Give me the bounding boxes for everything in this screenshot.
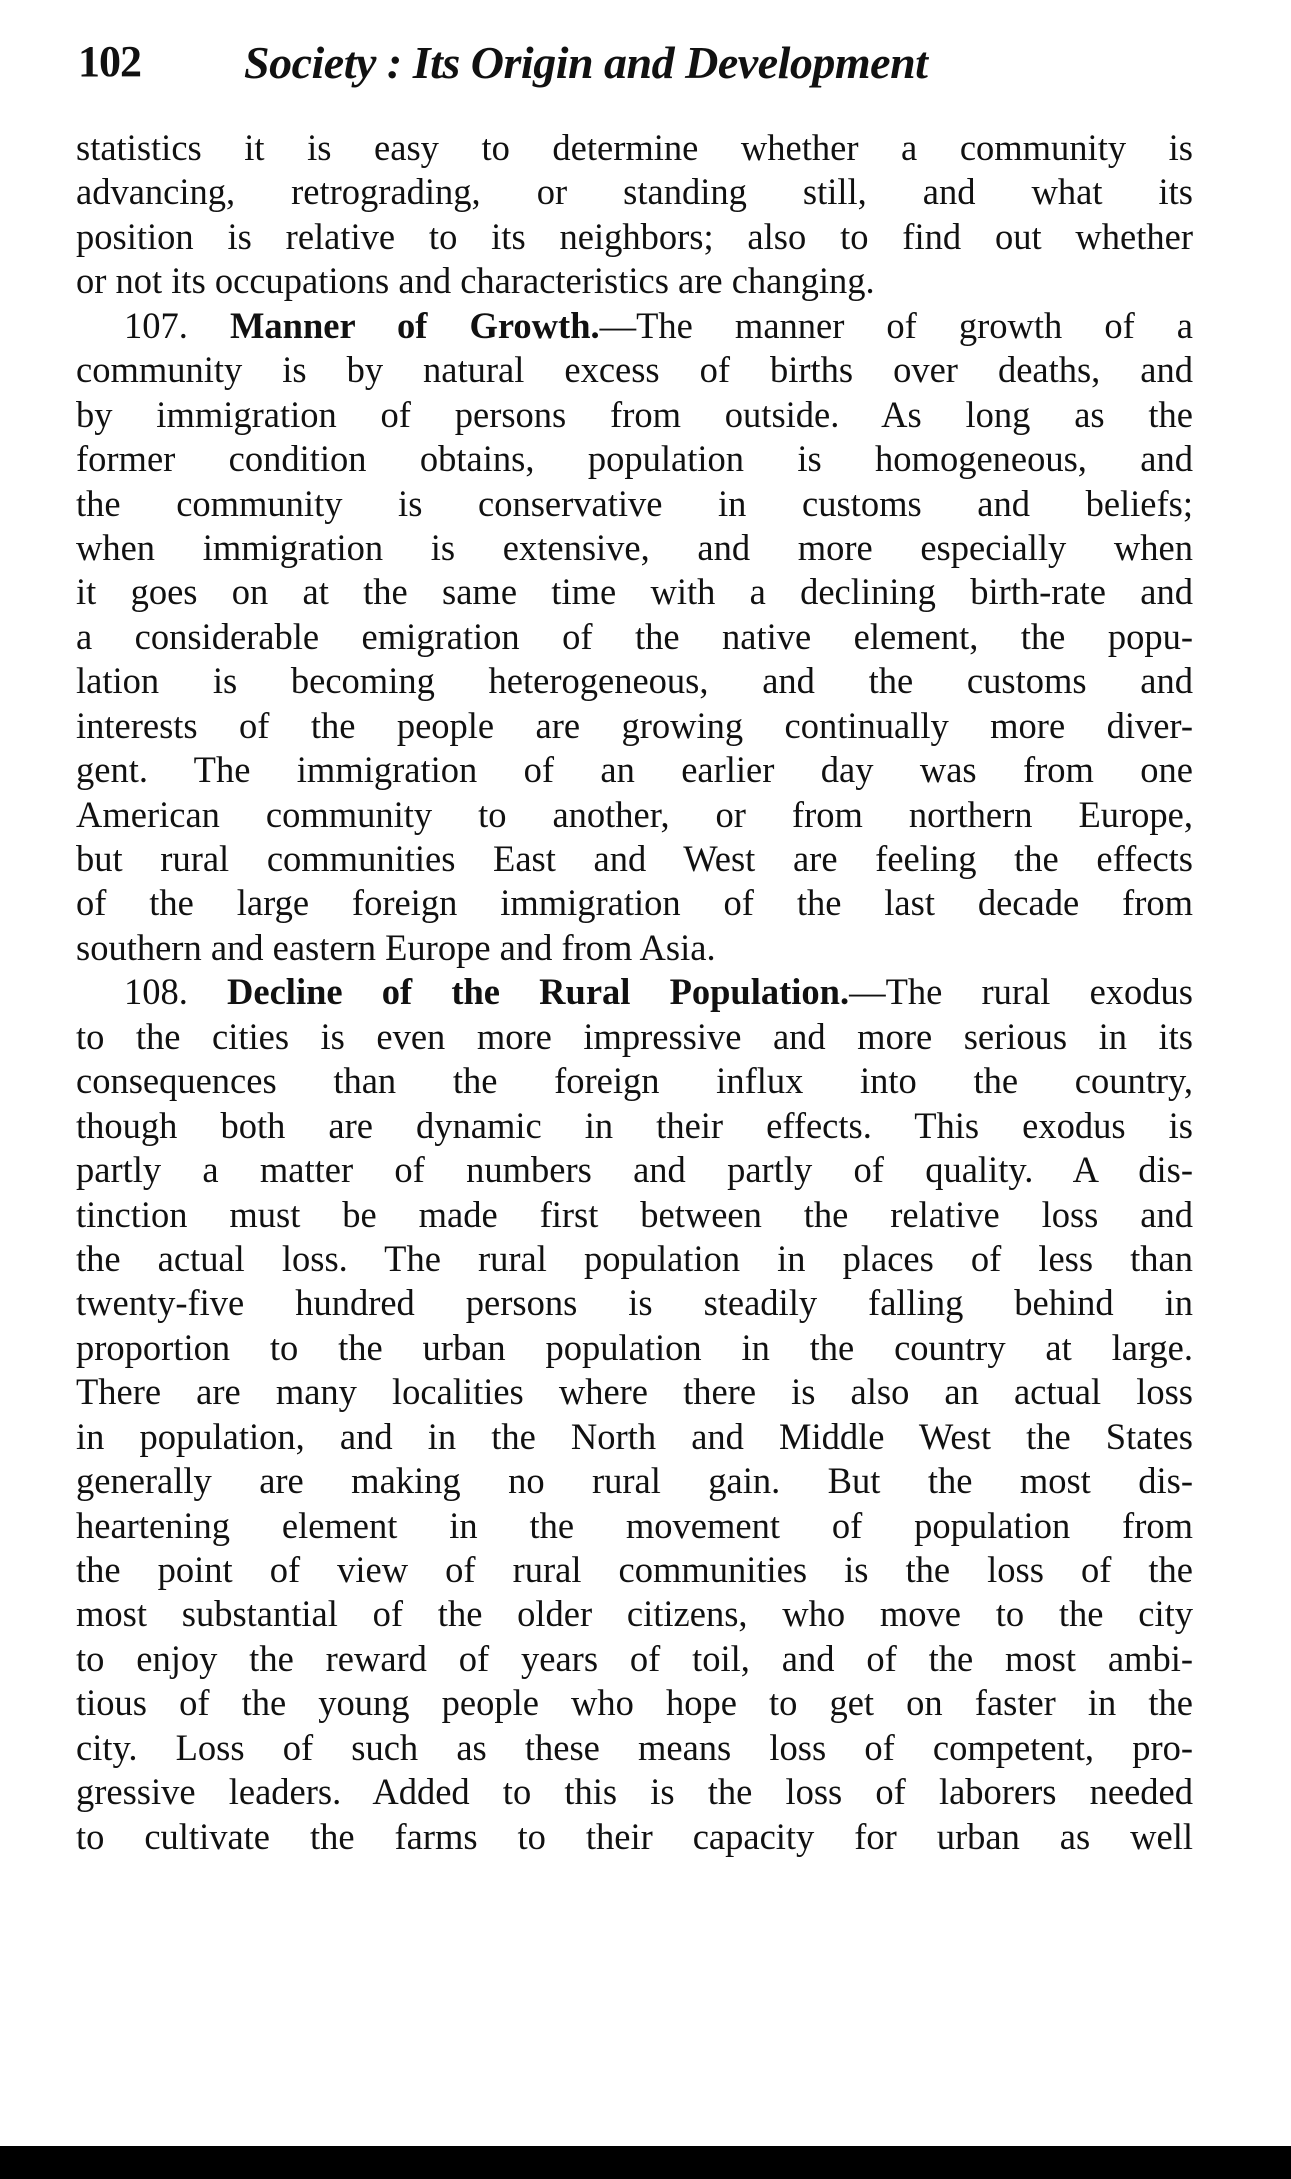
text-line [76, 437, 1193, 481]
text-segment: —The manner of growth of a [599, 304, 1194, 346]
text-segment: proportion to the urban population in the country at large. [76, 1326, 1193, 1368]
text-line [76, 304, 1193, 348]
text-segment: interests of the people are growing continually more diver- [76, 704, 1193, 746]
text-line [76, 793, 1193, 837]
text-segment: though both are dynamic in their effects. This exodus is [76, 1104, 1193, 1146]
text-segment: lation is becoming heterogeneous, and the customs and [76, 660, 1193, 702]
text-segment: gent. The immigration of an earlier day was from one [76, 749, 1193, 791]
running-header [78, 36, 1198, 96]
text-segment: former condition obtains, population is homogeneous, and [76, 438, 1193, 480]
text-line [76, 170, 1193, 214]
text-line [76, 1726, 1193, 1770]
text-line [76, 526, 1193, 570]
text-segment: advancing, retrograding, or standing still, and what its [76, 171, 1193, 213]
text-line [76, 1770, 1193, 1814]
text-line [76, 1415, 1193, 1459]
body-text [76, 126, 1193, 1859]
text-segment: city. Loss of such as these means loss of competent, pro- [76, 1726, 1193, 1768]
text-segment: partly a matter of numbers and partly of quality. A dis- [76, 1149, 1193, 1191]
text-line [76, 1459, 1193, 1503]
text-segment: southern and eastern Europe and from Asia. [76, 926, 716, 968]
text-segment: it goes on at the same time with a declining birth-rate and [76, 571, 1193, 613]
paragraph [76, 970, 1193, 1859]
text-segment: to the cities is even more impressive and more serious in its [76, 1015, 1193, 1057]
text-segment: in population, and in the North and Middle West the States [76, 1415, 1193, 1457]
text-segment: or not its occupations and characteristics are changing. [76, 260, 875, 302]
text-line [76, 482, 1193, 526]
text-segment: most substantial of the older citizens, who move to the city [76, 1593, 1193, 1635]
text-segment: heartening element in the movement of population from [76, 1504, 1193, 1546]
text-segment: consequences than the foreign influx into the country, [76, 1060, 1193, 1102]
text-line [76, 1370, 1193, 1414]
text-segment: by immigration of persons from outside. As long as the [76, 393, 1193, 435]
text-line [76, 259, 1193, 303]
text-line [76, 1015, 1193, 1059]
text-line [76, 926, 1193, 970]
text-segment: generally are making no rural gain. But the most dis- [76, 1460, 1193, 1502]
text-segment: to enjoy the reward of years of toil, and of the most ambi- [76, 1637, 1193, 1679]
text-segment: twenty-five hundred persons is steadily falling behind in [76, 1282, 1193, 1324]
text-line [76, 1637, 1193, 1681]
text-segment: the point of view of rural communities is the loss of the [76, 1549, 1193, 1590]
text-line [76, 1548, 1193, 1592]
text-line [76, 1148, 1193, 1192]
text-segment: tious of the young people who hope to get on faster in the [76, 1682, 1193, 1724]
text-line [76, 837, 1193, 881]
text-segment: when immigration is extensive, and more especially when [76, 526, 1193, 568]
text-line [76, 1681, 1193, 1725]
text-line [76, 1815, 1193, 1859]
text-line [76, 348, 1193, 392]
text-line [76, 1592, 1193, 1636]
text-segment: 107. [124, 304, 230, 346]
section-heading: Manner of Growth. [229, 304, 600, 346]
text-segment: There are many localities where there is also an actual loss [76, 1371, 1193, 1413]
text-line [76, 570, 1193, 614]
text-line [76, 748, 1193, 792]
text-segment: —The rural exodus [849, 971, 1193, 1013]
text-segment: American community to another, or from northern Europe, [76, 793, 1193, 835]
text-line [76, 970, 1193, 1014]
text-line [76, 704, 1193, 748]
text-line [76, 659, 1193, 703]
text-line [76, 1504, 1193, 1548]
text-segment: a considerable emigration of the native element, the popu- [76, 615, 1193, 657]
text-segment: the actual loss. The rural population in places of less than [76, 1237, 1193, 1279]
text-line [76, 1281, 1193, 1325]
text-line [76, 881, 1193, 925]
text-line [76, 215, 1193, 259]
text-line [76, 1326, 1193, 1370]
paragraph [76, 304, 1193, 971]
text-segment: community is by natural excess of births over deaths, and [76, 349, 1193, 391]
text-segment: of the large foreign immigration of the last decade from [76, 882, 1193, 924]
running-title: Society : Its Origin and Development [244, 37, 928, 88]
text-segment: 108. [124, 971, 228, 1013]
text-line [76, 615, 1193, 659]
paragraph [76, 126, 1193, 304]
text-line [76, 1237, 1193, 1281]
text-segment: the community is conservative in customs and beliefs; [76, 482, 1193, 524]
scan-edge-bar [0, 2146, 1291, 2179]
text-segment: statistics it is easy to determine whether a community is [76, 127, 1193, 168]
text-line [76, 126, 1193, 170]
text-line [76, 393, 1193, 437]
page-number: 102 [78, 37, 141, 86]
text-line [76, 1059, 1193, 1103]
section-heading: Decline of the Rural Population. [227, 971, 850, 1013]
text-line [76, 1193, 1193, 1237]
text-line [76, 1104, 1193, 1148]
text-segment: tinction must be made first between the relative loss and [76, 1193, 1193, 1235]
text-segment: to cultivate the farms to their capacity for urban as well [76, 1815, 1193, 1857]
text-segment: gressive leaders. Added to this is the loss of laborers needed [76, 1771, 1193, 1813]
text-segment: position is relative to its neighbors; also to find out whether [76, 215, 1193, 257]
text-segment: but rural communities East and West are feeling the effects [76, 838, 1193, 879]
